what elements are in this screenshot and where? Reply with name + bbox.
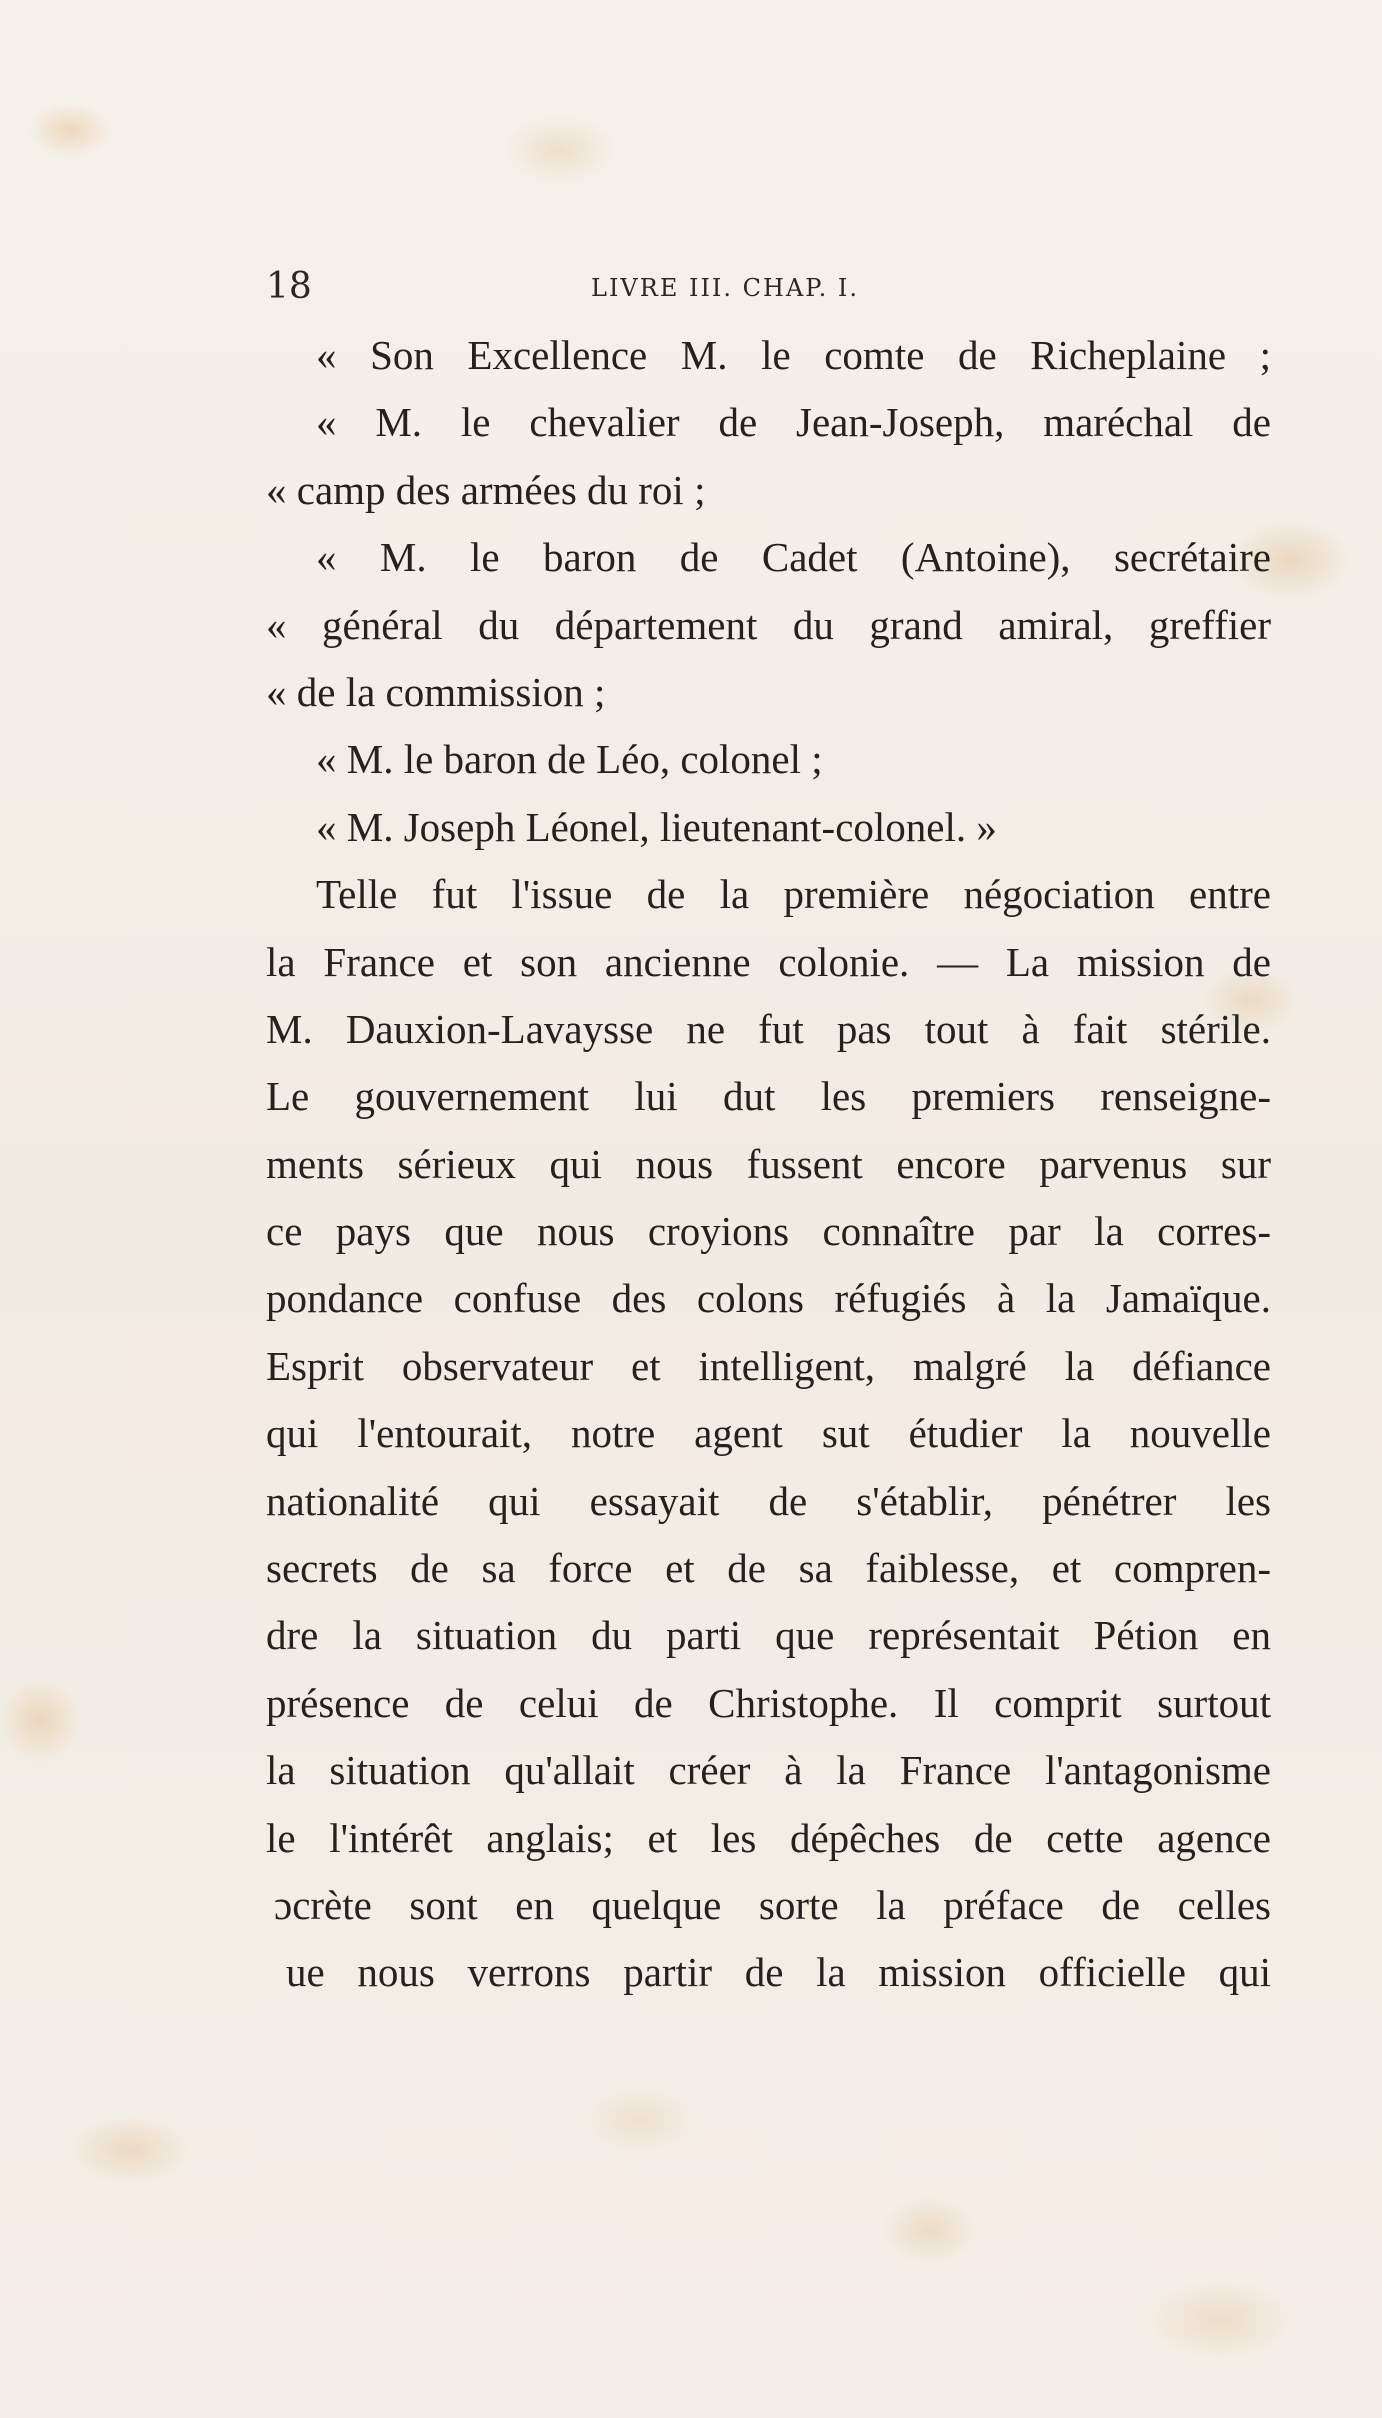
text-line: nationalité qui essayait de s'établir, pénétrer les bbox=[266, 1477, 1271, 1524]
text-line: « M. le chevalier de Jean-Joseph, maréchal de bbox=[316, 399, 1271, 446]
text-line: ments sérieux qui nous fussent encore parvenus sur bbox=[266, 1140, 1271, 1187]
text-line: ce pays que nous croyions connaître par la corres- bbox=[266, 1208, 1271, 1255]
text-line: présence de celui de Christophe. Il comprit surtout bbox=[266, 1679, 1271, 1726]
text-line: « de la commission ; bbox=[266, 668, 606, 715]
text-line: secrets de sa force et de sa faiblesse, et compren- bbox=[266, 1545, 1271, 1592]
running-title: LIVRE III. CHAP. I. bbox=[591, 274, 859, 302]
text-line: « camp des armées du roi ; bbox=[266, 466, 706, 513]
text-line: « M. le baron de Léo, colonel ; bbox=[316, 736, 823, 783]
text-line: « général du département du grand amiral, greffier bbox=[266, 601, 1271, 648]
text-line: qui l'entourait, notre agent sut étudier la nouvelle bbox=[266, 1410, 1271, 1457]
text-line: pondance confuse des colons réfugiés à la Jamaïque. bbox=[266, 1275, 1271, 1322]
text-line: Le gouvernement lui dut les premiers renseigne- bbox=[266, 1073, 1271, 1120]
text-line: dre la situation du parti que représentait Pétion en bbox=[266, 1612, 1271, 1659]
text-line: M. Dauxion-Lavaysse ne fut pas tout à fait stérile. bbox=[266, 1005, 1271, 1052]
text-line: ɔcrète sont en quelque sorte la préface de celles bbox=[274, 1881, 1271, 1928]
text-line: ue nous verrons partir de la mission officielle qui bbox=[286, 1949, 1271, 1996]
text-line: « Son Excellence M. le comte de Richeplaine ; bbox=[316, 332, 1271, 378]
text-line: Telle fut l'issue de la première négociation entre bbox=[316, 871, 1271, 918]
text-line: « M. Joseph Léonel, lieutenant-colonel. » bbox=[316, 803, 997, 850]
body-text bbox=[266, 322, 1271, 2007]
running-head bbox=[266, 262, 1271, 312]
text-line: Esprit observateur et intelligent, malgré la défiance bbox=[266, 1342, 1271, 1389]
text-line: la situation qu'allait créer à la France l'antagonisme bbox=[266, 1747, 1271, 1794]
page-number: 18 bbox=[266, 266, 312, 307]
text-line: le l'intérêt anglais; et les dépêches de cette agence bbox=[266, 1814, 1271, 1861]
text-line: la France et son ancienne colonie. — La mission de bbox=[266, 938, 1271, 985]
text-line: « M. le baron de Cadet (Antoine), secrétaire bbox=[316, 534, 1271, 581]
